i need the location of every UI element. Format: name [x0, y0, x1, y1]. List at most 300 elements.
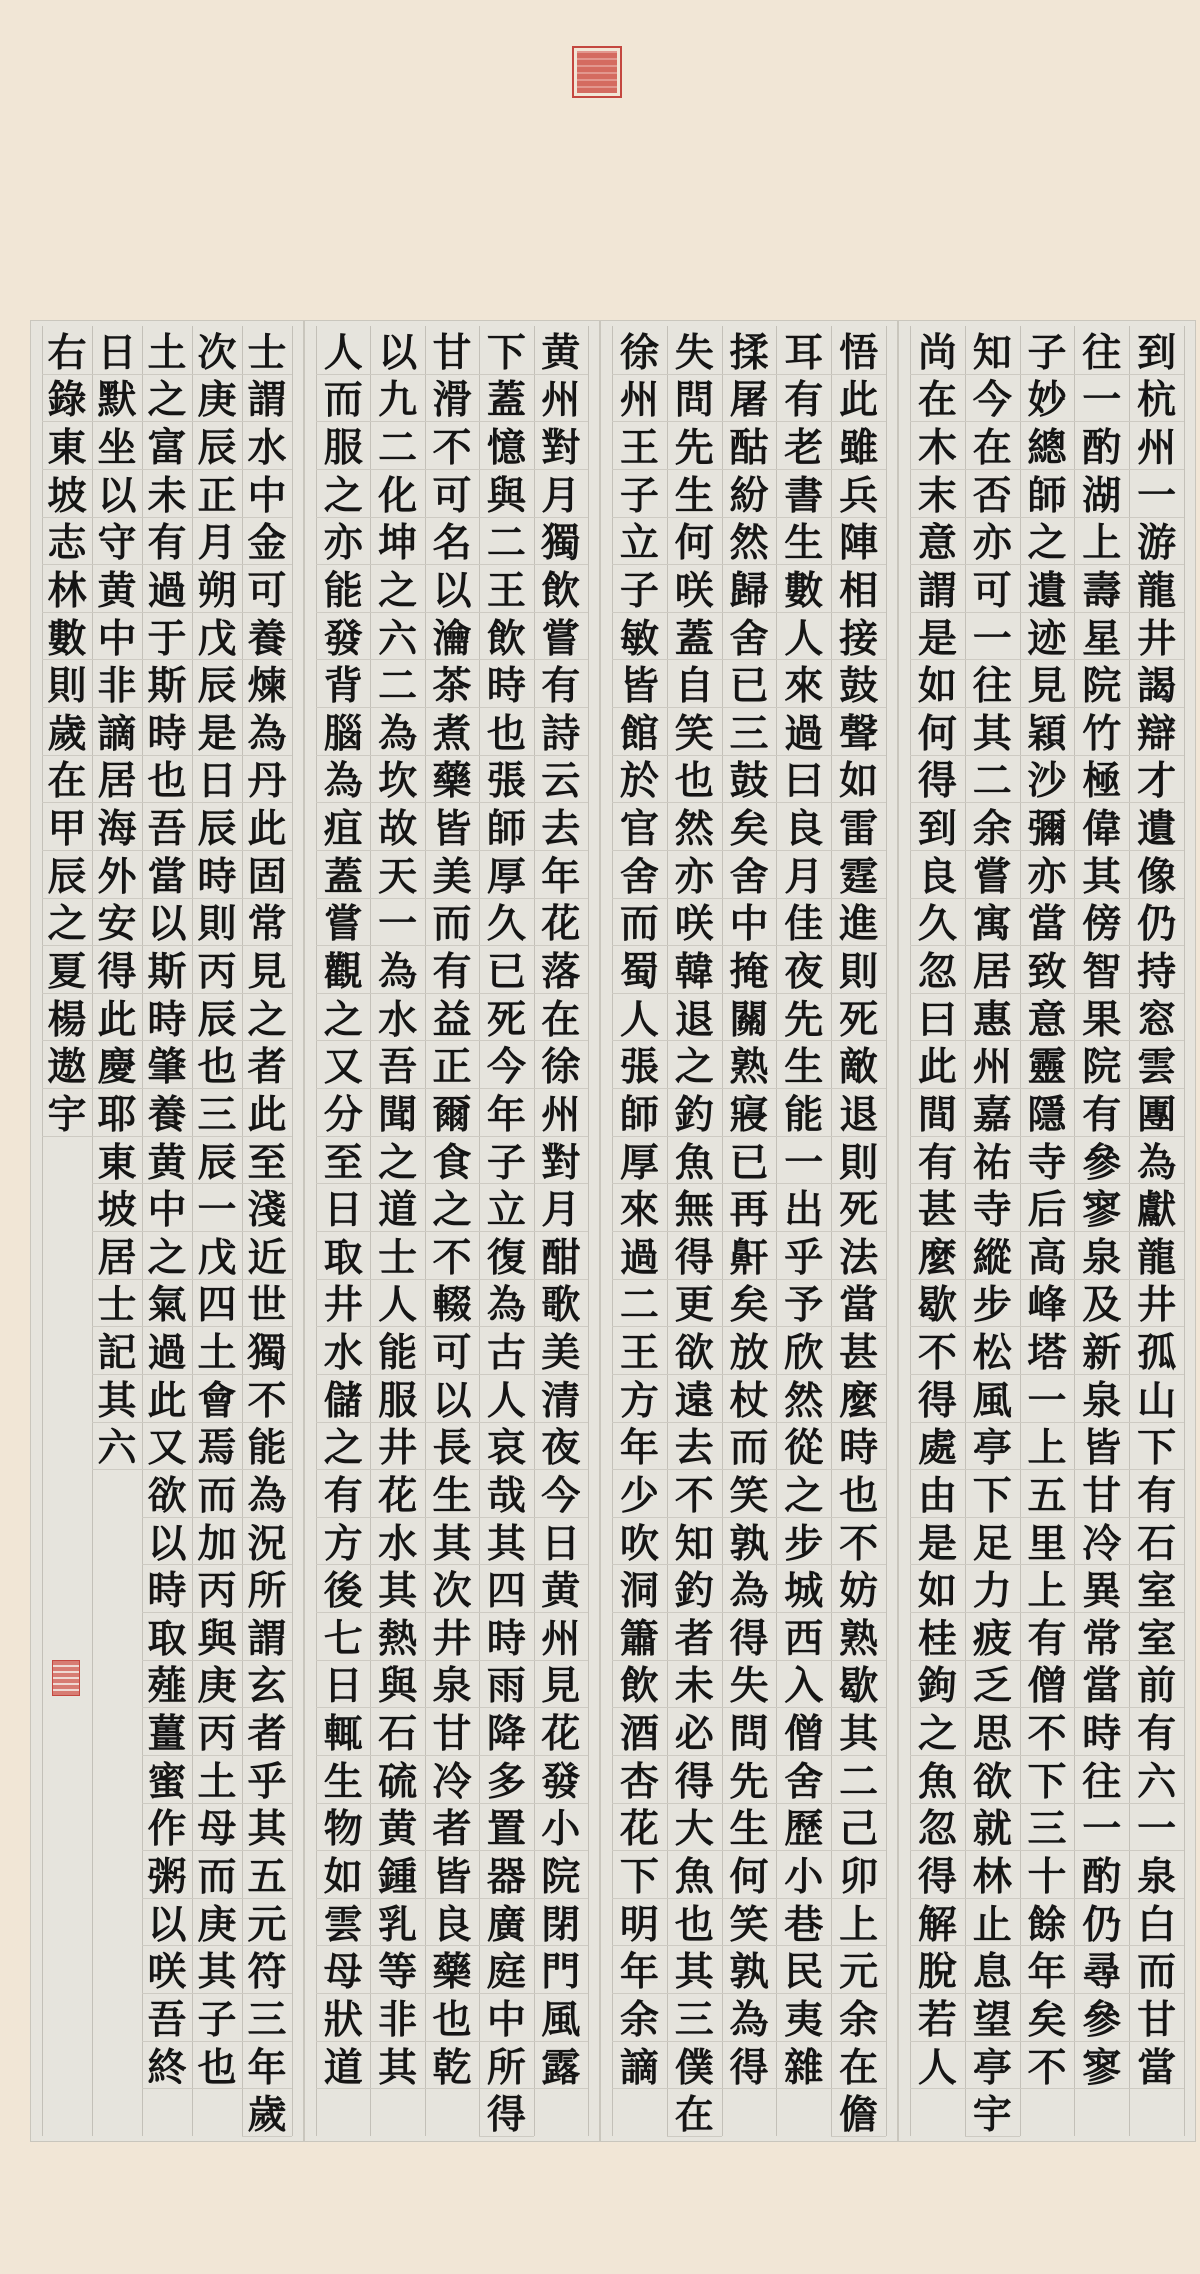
- glyph-cell: 尋: [1074, 1945, 1129, 1994]
- glyph-cell: 可: [965, 564, 1020, 613]
- glyph-cell: 坡: [42, 469, 92, 518]
- glyph-cell: 分: [316, 1088, 370, 1137]
- text-column: [479, 326, 533, 2139]
- glyph-cell: 僧: [1020, 1660, 1075, 1709]
- glyph-cell: 而: [192, 1850, 242, 1899]
- glyph-cell: 石: [370, 1707, 424, 1756]
- glyph-cell: 此: [831, 374, 886, 423]
- glyph-cell: 二: [965, 755, 1020, 804]
- glyph-cell: 遺: [1020, 564, 1075, 613]
- glyph-cell: 有: [142, 517, 192, 566]
- glyph-cell: 當: [142, 850, 192, 899]
- glyph-cell: 時: [1074, 1707, 1129, 1756]
- glyph-cell: 等: [370, 1945, 424, 1994]
- glyph-cell: 二: [370, 659, 424, 708]
- glyph-cell: 硫: [370, 1755, 424, 1804]
- glyph-cell: 酣: [534, 1231, 588, 1280]
- glyph-cell: 其: [92, 1374, 142, 1423]
- glyph-cell: 麼: [831, 1374, 886, 1423]
- glyph-cell: 吹: [612, 1517, 667, 1566]
- glyph-cell: 當: [1020, 898, 1075, 947]
- glyph-cell: 冷: [1074, 1517, 1129, 1566]
- glyph-cell: 無: [667, 1183, 722, 1232]
- glyph-cell: 寢: [722, 1088, 777, 1137]
- glyph-cell: 輒: [316, 1707, 370, 1756]
- glyph-cell: 十: [1020, 1850, 1075, 1899]
- glyph-cell: 非: [92, 659, 142, 708]
- glyph-cell: 會: [192, 1374, 242, 1423]
- text-column: [1074, 326, 1129, 2136]
- glyph-cell: 謁: [1129, 659, 1184, 708]
- glyph-cell: 間: [910, 1088, 965, 1137]
- glyph-cell: 詩: [534, 707, 588, 756]
- glyph-cell: 坤: [370, 517, 424, 566]
- glyph-cell: 謂: [242, 1612, 292, 1661]
- glyph-cell: 思: [965, 1707, 1020, 1756]
- glyph-cell: 粥: [142, 1850, 192, 1899]
- glyph-cell: 日: [316, 1183, 370, 1232]
- glyph-cell: 松: [965, 1326, 1020, 1375]
- glyph-cell: 新: [1074, 1326, 1129, 1375]
- glyph-cell: 辰: [192, 993, 242, 1042]
- glyph-cell: 楊: [42, 993, 92, 1042]
- text-column: [92, 326, 142, 2136]
- glyph-cell: 彌: [1020, 802, 1075, 851]
- glyph-cell: 脫: [910, 1945, 965, 1994]
- glyph-cell: 吾: [142, 802, 192, 851]
- glyph-cell: 欲: [667, 1326, 722, 1375]
- glyph-cell: 玄: [242, 1660, 292, 1709]
- glyph-cell: 穎: [1020, 707, 1075, 756]
- glyph-cell: 土: [192, 1755, 242, 1804]
- glyph-cell: 之: [776, 1469, 831, 1518]
- text-column: [965, 326, 1020, 2139]
- glyph-cell: 敵: [831, 1040, 886, 1089]
- glyph-cell: 惠: [965, 993, 1020, 1042]
- glyph-cell: 寥: [1074, 2041, 1129, 2090]
- glyph-cell: 之: [910, 1707, 965, 1756]
- glyph-cell: 發: [534, 1755, 588, 1804]
- glyph-cell: 次: [425, 1564, 479, 1613]
- glyph-cell: 雜: [776, 2041, 831, 2090]
- glyph-cell: 熟: [722, 1040, 777, 1089]
- glyph-cell: 長: [425, 1422, 479, 1471]
- glyph-cell: 子: [612, 564, 667, 613]
- glyph-cell: 一: [1129, 1803, 1184, 1852]
- glyph-cell: 居: [92, 755, 142, 804]
- glyph-cell: 聞: [370, 1088, 424, 1137]
- glyph-cell: 一: [1074, 374, 1129, 423]
- seal-signature: [52, 1660, 80, 1696]
- glyph-cell: 三: [242, 1993, 292, 2042]
- glyph-cell: 接: [831, 612, 886, 661]
- glyph-cell: 關: [722, 993, 777, 1042]
- glyph-cell: 丹: [242, 755, 292, 804]
- glyph-cell: 寺: [1020, 1136, 1075, 1185]
- glyph-cell: 得: [479, 2088, 533, 2137]
- glyph-cell: 非: [370, 1993, 424, 2042]
- glyph-cell: 黄: [142, 1136, 192, 1185]
- glyph-cell: 生: [316, 1755, 370, 1804]
- glyph-cell: 年: [479, 1088, 533, 1137]
- glyph-cell: 時: [142, 993, 192, 1042]
- glyph-cell: 為: [370, 945, 424, 994]
- glyph-cell: 人: [612, 993, 667, 1042]
- glyph-cell: 乾: [425, 2041, 479, 2090]
- glyph-cell: 海: [92, 802, 142, 851]
- glyph-cell: 六: [92, 1422, 142, 1471]
- glyph-cell: 是: [910, 1517, 965, 1566]
- glyph-cell: 器: [479, 1850, 533, 1899]
- glyph-cell: 一: [776, 1136, 831, 1185]
- glyph-cell: 泉: [1074, 1231, 1129, 1280]
- glyph-cell: 桂: [910, 1612, 965, 1661]
- glyph-cell: 雷: [831, 802, 886, 851]
- glyph-cell: 雨: [479, 1660, 533, 1709]
- glyph-cell: 年: [1020, 1945, 1075, 1994]
- glyph-cell: 斯: [142, 945, 192, 994]
- glyph-cell: 亦: [965, 517, 1020, 566]
- glyph-cell: 藥: [425, 755, 479, 804]
- text-column: [722, 326, 777, 2136]
- glyph-cell: 迹: [1020, 612, 1075, 661]
- glyph-cell: 可: [425, 1326, 479, 1375]
- glyph-cell: 花: [370, 1469, 424, 1518]
- glyph-cell: 則: [831, 945, 886, 994]
- glyph-cell: 聲: [831, 707, 886, 756]
- glyph-cell: 得: [667, 1231, 722, 1280]
- glyph-cell: 龍: [1129, 1231, 1184, 1280]
- glyph-cell: 團: [1129, 1088, 1184, 1137]
- glyph-cell: 之: [316, 993, 370, 1042]
- glyph-cell: 死: [831, 1183, 886, 1232]
- glyph-cell: 名: [425, 517, 479, 566]
- glyph-cell: 丙: [192, 1707, 242, 1756]
- glyph-cell: 飲: [612, 1660, 667, 1709]
- glyph-cell: 甘: [425, 326, 479, 375]
- glyph-cell: 之: [142, 374, 192, 423]
- glyph-cell: 月: [776, 850, 831, 899]
- glyph-cell: 藥: [425, 1945, 479, 1994]
- glyph-cell: 對: [534, 1136, 588, 1185]
- glyph-cell: 雖: [831, 421, 886, 470]
- glyph-cell: 井: [1129, 612, 1184, 661]
- glyph-cell: 屠: [722, 374, 777, 423]
- glyph-cell: 二: [831, 1755, 886, 1804]
- glyph-cell: 其: [479, 1517, 533, 1566]
- glyph-cell: 也: [667, 755, 722, 804]
- glyph-cell: 有: [1074, 1088, 1129, 1137]
- glyph-cell: 淺: [242, 1183, 292, 1232]
- glyph-cell: 得: [910, 755, 965, 804]
- glyph-cell: 一: [1129, 469, 1184, 518]
- glyph-cell: 數: [42, 612, 92, 661]
- glyph-cell: 良: [910, 850, 965, 899]
- text-column: [316, 326, 370, 2136]
- glyph-cell: 也: [667, 1898, 722, 1947]
- glyph-cell: 孰: [722, 1945, 777, 1994]
- glyph-cell: 小: [534, 1803, 588, 1852]
- glyph-cell: 然: [722, 517, 777, 566]
- glyph-cell: 王: [612, 1326, 667, 1375]
- glyph-cell: 固: [242, 850, 292, 899]
- glyph-cell: 然: [667, 802, 722, 851]
- glyph-cell: 井: [316, 1279, 370, 1328]
- glyph-cell: 水: [316, 1326, 370, 1375]
- glyph-cell: 往: [965, 659, 1020, 708]
- glyph-cell: 門: [534, 1945, 588, 1994]
- glyph-cell: 不: [242, 1374, 292, 1423]
- glyph-cell: 師: [612, 1088, 667, 1137]
- glyph-cell: 過: [142, 564, 192, 613]
- glyph-cell: 參: [1074, 1136, 1129, 1185]
- glyph-cell: 為: [479, 1279, 533, 1328]
- text-column: [534, 326, 588, 2136]
- glyph-cell: 若: [910, 1993, 965, 2042]
- glyph-cell: 之: [142, 1231, 192, 1280]
- glyph-cell: 安: [92, 898, 142, 947]
- glyph-cell: 兵: [831, 469, 886, 518]
- glyph-cell: 年: [612, 1422, 667, 1471]
- glyph-cell: 嘗: [316, 898, 370, 947]
- glyph-cell: 有: [316, 1469, 370, 1518]
- glyph-cell: 化: [370, 469, 424, 518]
- glyph-cell: 紛: [722, 469, 777, 518]
- glyph-cell: 是: [192, 707, 242, 756]
- glyph-cell: 步: [965, 1279, 1020, 1328]
- glyph-cell: 書: [776, 469, 831, 518]
- glyph-cell: 生: [722, 1803, 777, 1852]
- glyph-cell: 風: [534, 1993, 588, 2042]
- glyph-cell: 也: [425, 1993, 479, 2042]
- glyph-cell: 乏: [965, 1660, 1020, 1709]
- glyph-cell: 與: [370, 1660, 424, 1709]
- glyph-cell: 如: [316, 1850, 370, 1899]
- glyph-cell: 泉: [1129, 1850, 1184, 1899]
- glyph-cell: 失: [722, 1660, 777, 1709]
- glyph-cell: 與: [192, 1612, 242, 1661]
- glyph-cell: 在: [42, 755, 92, 804]
- glyph-cell: 已: [479, 945, 533, 994]
- glyph-cell: 欲: [142, 1469, 192, 1518]
- glyph-cell: 霆: [831, 850, 886, 899]
- glyph-cell: 必: [667, 1707, 722, 1756]
- glyph-cell: 官: [612, 802, 667, 851]
- glyph-cell: 養: [242, 612, 292, 661]
- glyph-cell: 杏: [612, 1755, 667, 1804]
- glyph-cell: 美: [534, 1326, 588, 1375]
- glyph-cell: 歌: [534, 1279, 588, 1328]
- glyph-cell: 人: [370, 1279, 424, 1328]
- glyph-cell: 僧: [776, 1707, 831, 1756]
- glyph-cell: 六: [1129, 1755, 1184, 1804]
- glyph-cell: 曰: [910, 993, 965, 1042]
- glyph-cell: 作: [142, 1803, 192, 1852]
- glyph-cell: 揉: [722, 326, 777, 375]
- glyph-cell: 得: [910, 1850, 965, 1899]
- glyph-cell: 老: [776, 421, 831, 470]
- glyph-cell: 也: [192, 1040, 242, 1089]
- glyph-cell: 也: [192, 2041, 242, 2090]
- glyph-cell: 取: [142, 1612, 192, 1661]
- glyph-cell: 下: [479, 326, 533, 375]
- glyph-cell: 張: [612, 1040, 667, 1089]
- glyph-cell: 息: [965, 1945, 1020, 1994]
- glyph-cell: 辰: [42, 850, 92, 899]
- glyph-cell: 二: [479, 517, 533, 566]
- glyph-cell: 之: [370, 1136, 424, 1185]
- glyph-cell: 西: [776, 1612, 831, 1661]
- glyph-cell: 有: [910, 1136, 965, 1185]
- glyph-cell: 薑: [142, 1707, 192, 1756]
- glyph-cell: 杖: [722, 1374, 777, 1423]
- glyph-cell: 久: [479, 898, 533, 947]
- glyph-cell: 異: [1074, 1564, 1129, 1613]
- glyph-cell: 當: [1074, 1660, 1129, 1709]
- glyph-cell: 余: [965, 802, 1020, 851]
- glyph-cell: 沙: [1020, 755, 1075, 804]
- glyph-cell: 蜜: [142, 1755, 192, 1804]
- glyph-cell: 時: [142, 1564, 192, 1613]
- glyph-cell: 末: [910, 469, 965, 518]
- glyph-cell: 問: [667, 374, 722, 423]
- glyph-cell: 吾: [142, 1993, 192, 2042]
- glyph-cell: 寥: [1074, 1183, 1129, 1232]
- glyph-cell: 何: [910, 707, 965, 756]
- glyph-cell: 如: [910, 1564, 965, 1613]
- seal-top: [572, 46, 622, 98]
- glyph-cell: 以: [425, 1374, 479, 1423]
- glyph-cell: 腦: [316, 707, 370, 756]
- glyph-cell: 哉: [479, 1469, 533, 1518]
- text-column: [667, 326, 722, 2139]
- glyph-cell: 庚: [192, 374, 242, 423]
- glyph-cell: 進: [831, 898, 886, 947]
- glyph-cell: 之: [370, 564, 424, 613]
- glyph-cell: 有: [1129, 1707, 1184, 1756]
- glyph-cell: 天: [370, 850, 424, 899]
- glyph-cell: 茶: [425, 659, 479, 708]
- glyph-cell: 傍: [1074, 898, 1129, 947]
- glyph-cell: 院: [1074, 659, 1129, 708]
- glyph-cell: 謂: [242, 374, 292, 423]
- glyph-cell: 麼: [910, 1231, 965, 1280]
- text-column: [42, 326, 92, 2136]
- glyph-cell: 元: [831, 1945, 886, 1994]
- glyph-cell: 來: [612, 1183, 667, 1232]
- glyph-cell: 落: [534, 945, 588, 994]
- glyph-cell: 降: [479, 1707, 533, 1756]
- glyph-cell: 辰: [192, 1136, 242, 1185]
- glyph-cell: 林: [42, 564, 92, 613]
- glyph-cell: 曰: [776, 755, 831, 804]
- glyph-cell: 發: [316, 612, 370, 661]
- glyph-cell: 在: [534, 993, 588, 1042]
- glyph-cell: 者: [242, 1707, 292, 1756]
- text-column: [776, 326, 831, 2136]
- glyph-cell: 二: [370, 421, 424, 470]
- glyph-cell: 能: [242, 1422, 292, 1471]
- glyph-cell: 戊: [192, 1231, 242, 1280]
- glyph-cell: 于: [142, 612, 192, 661]
- glyph-cell: 不: [667, 1469, 722, 1518]
- glyph-cell: 年: [612, 1945, 667, 1994]
- text-column: [1129, 326, 1184, 2136]
- glyph-cell: 庚: [192, 1898, 242, 1947]
- glyph-cell: 亦: [316, 517, 370, 566]
- glyph-cell: 自: [667, 659, 722, 708]
- glyph-cell: 之: [42, 898, 92, 947]
- text-column: [142, 326, 192, 2136]
- glyph-cell: 入: [776, 1660, 831, 1709]
- glyph-cell: 魚: [910, 1755, 965, 1804]
- glyph-cell: 上: [1020, 1422, 1075, 1471]
- glyph-cell: 中: [142, 1183, 192, 1232]
- glyph-cell: 持: [1129, 945, 1184, 994]
- glyph-cell: 得: [910, 1374, 965, 1423]
- glyph-cell: 巷: [776, 1898, 831, 1947]
- glyph-cell: 山: [1129, 1374, 1184, 1423]
- glyph-cell: 水: [370, 993, 424, 1042]
- glyph-cell: 況: [242, 1517, 292, 1566]
- glyph-cell: 能: [370, 1326, 424, 1375]
- glyph-cell: 辰: [192, 659, 242, 708]
- glyph-cell: 富: [142, 421, 192, 470]
- glyph-cell: 子: [192, 1993, 242, 2042]
- glyph-cell: 時: [831, 1422, 886, 1471]
- glyph-cell: 日: [316, 1660, 370, 1709]
- glyph-cell: 食: [425, 1136, 479, 1185]
- glyph-cell: 去: [667, 1422, 722, 1471]
- glyph-cell: 州: [534, 1612, 588, 1661]
- glyph-cell: 焉: [192, 1422, 242, 1471]
- glyph-cell: 歷: [776, 1803, 831, 1852]
- glyph-cell: 甚: [910, 1183, 965, 1232]
- glyph-cell: 掩: [722, 945, 777, 994]
- glyph-cell: 悟: [831, 326, 886, 375]
- glyph-cell: 韓: [667, 945, 722, 994]
- glyph-cell: 祐: [965, 1136, 1020, 1185]
- glyph-cell: 者: [667, 1612, 722, 1661]
- glyph-cell: 陣: [831, 517, 886, 566]
- glyph-cell: 城: [776, 1564, 831, 1613]
- glyph-cell: 州: [965, 1040, 1020, 1089]
- glyph-cell: 杭: [1129, 374, 1184, 423]
- glyph-cell: 云: [534, 755, 588, 804]
- glyph-cell: 復: [479, 1231, 533, 1280]
- glyph-cell: 歇: [831, 1660, 886, 1709]
- glyph-cell: 在: [831, 2041, 886, 2090]
- glyph-cell: 偉: [1074, 802, 1129, 851]
- glyph-cell: 州: [534, 1088, 588, 1137]
- glyph-cell: 生: [425, 1469, 479, 1518]
- glyph-cell: 肇: [142, 1040, 192, 1089]
- glyph-cell: 日: [192, 755, 242, 804]
- glyph-cell: 相: [831, 564, 886, 613]
- glyph-cell: 今: [479, 1040, 533, 1089]
- glyph-cell: 嘉: [965, 1088, 1020, 1137]
- glyph-cell: 林: [965, 1850, 1020, 1899]
- glyph-cell: 在: [910, 374, 965, 423]
- glyph-cell: 舍: [722, 612, 777, 661]
- glyph-cell: 也: [479, 707, 533, 756]
- glyph-cell: 儋: [831, 2088, 886, 2137]
- glyph-cell: 靈: [1020, 1040, 1075, 1089]
- glyph-cell: 有: [534, 659, 588, 708]
- glyph-cell: 寺: [965, 1183, 1020, 1232]
- glyph-cell: 退: [667, 993, 722, 1042]
- glyph-cell: 也: [142, 755, 192, 804]
